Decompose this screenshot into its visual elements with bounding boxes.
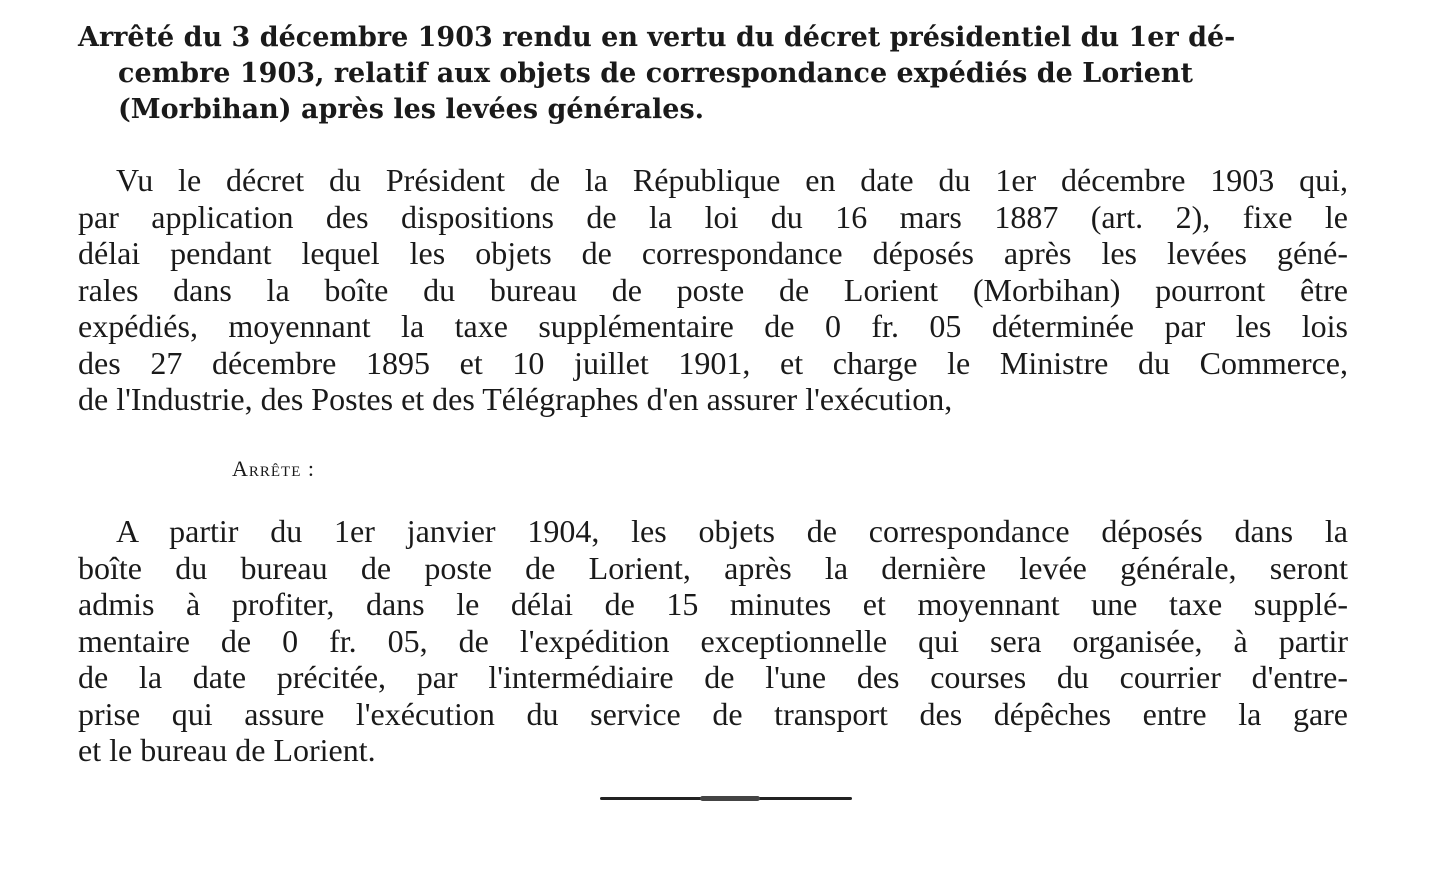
decree-heading	[78, 20, 1348, 128]
text-line: Vu le décret du Président de la République en date du 1er décembre 1903 qui,	[116, 162, 1348, 198]
heading-line: cembre 1903, relatif aux objets de correspondance expédiés de Lorient	[118, 58, 1193, 89]
text-line: boîte du bureau de poste de Lorient, après la dernière levée générale, seront	[78, 549, 1348, 586]
arrete-label: Arrête :	[232, 456, 315, 481]
text-line: et le bureau de Lorient.	[78, 732, 376, 768]
text-line: par application des dispositions de la loi du 16 mars 1887 (art. 2), fixe le	[78, 198, 1348, 235]
text-line: A partir du 1er janvier 1904, les objets de correspondance déposés dans la	[116, 513, 1348, 549]
text-line: de la date précitée, par l'intermédiaire de l'une des courses du courrier d'entre-	[78, 659, 1348, 695]
text-line: mentaire de 0 fr. 05, de l'expédition exceptionnelle qui sera organisée, à partir	[78, 622, 1348, 659]
text-line: admis à profiter, dans le délai de 15 minutes et moyennant une taxe supplé-	[78, 586, 1348, 622]
heading-line: (Morbihan) après les levées générales.	[118, 94, 705, 125]
heading-line: Arrêté du 3 décembre 1903 rendu en vertu du décret présidentiel du 1er dé-	[78, 22, 1236, 53]
text-line: des 27 décembre 1895 et 10 juillet 1901, et charge le Ministre du Commerce,	[78, 344, 1348, 381]
text-line: prise qui assure l'exécution du service de transport des dépêches entre la gare	[78, 695, 1348, 732]
closing-divider	[600, 797, 852, 800]
operative-paragraph	[78, 513, 1348, 769]
text-line: rales dans la boîte du bureau de poste de Lorient (Morbihan) pourront être	[78, 271, 1348, 308]
text-line: expédiés, moyennant la taxe supplémentaire de 0 fr. 05 déterminée par les lois	[78, 308, 1348, 344]
text-line: de l'Industrie, des Postes et des Télégraphes d'en assurer l'exécution,	[78, 381, 953, 417]
text-line: délai pendant lequel les objets de correspondance déposés après les levées géné-	[78, 235, 1348, 271]
preamble-paragraph	[78, 162, 1348, 418]
